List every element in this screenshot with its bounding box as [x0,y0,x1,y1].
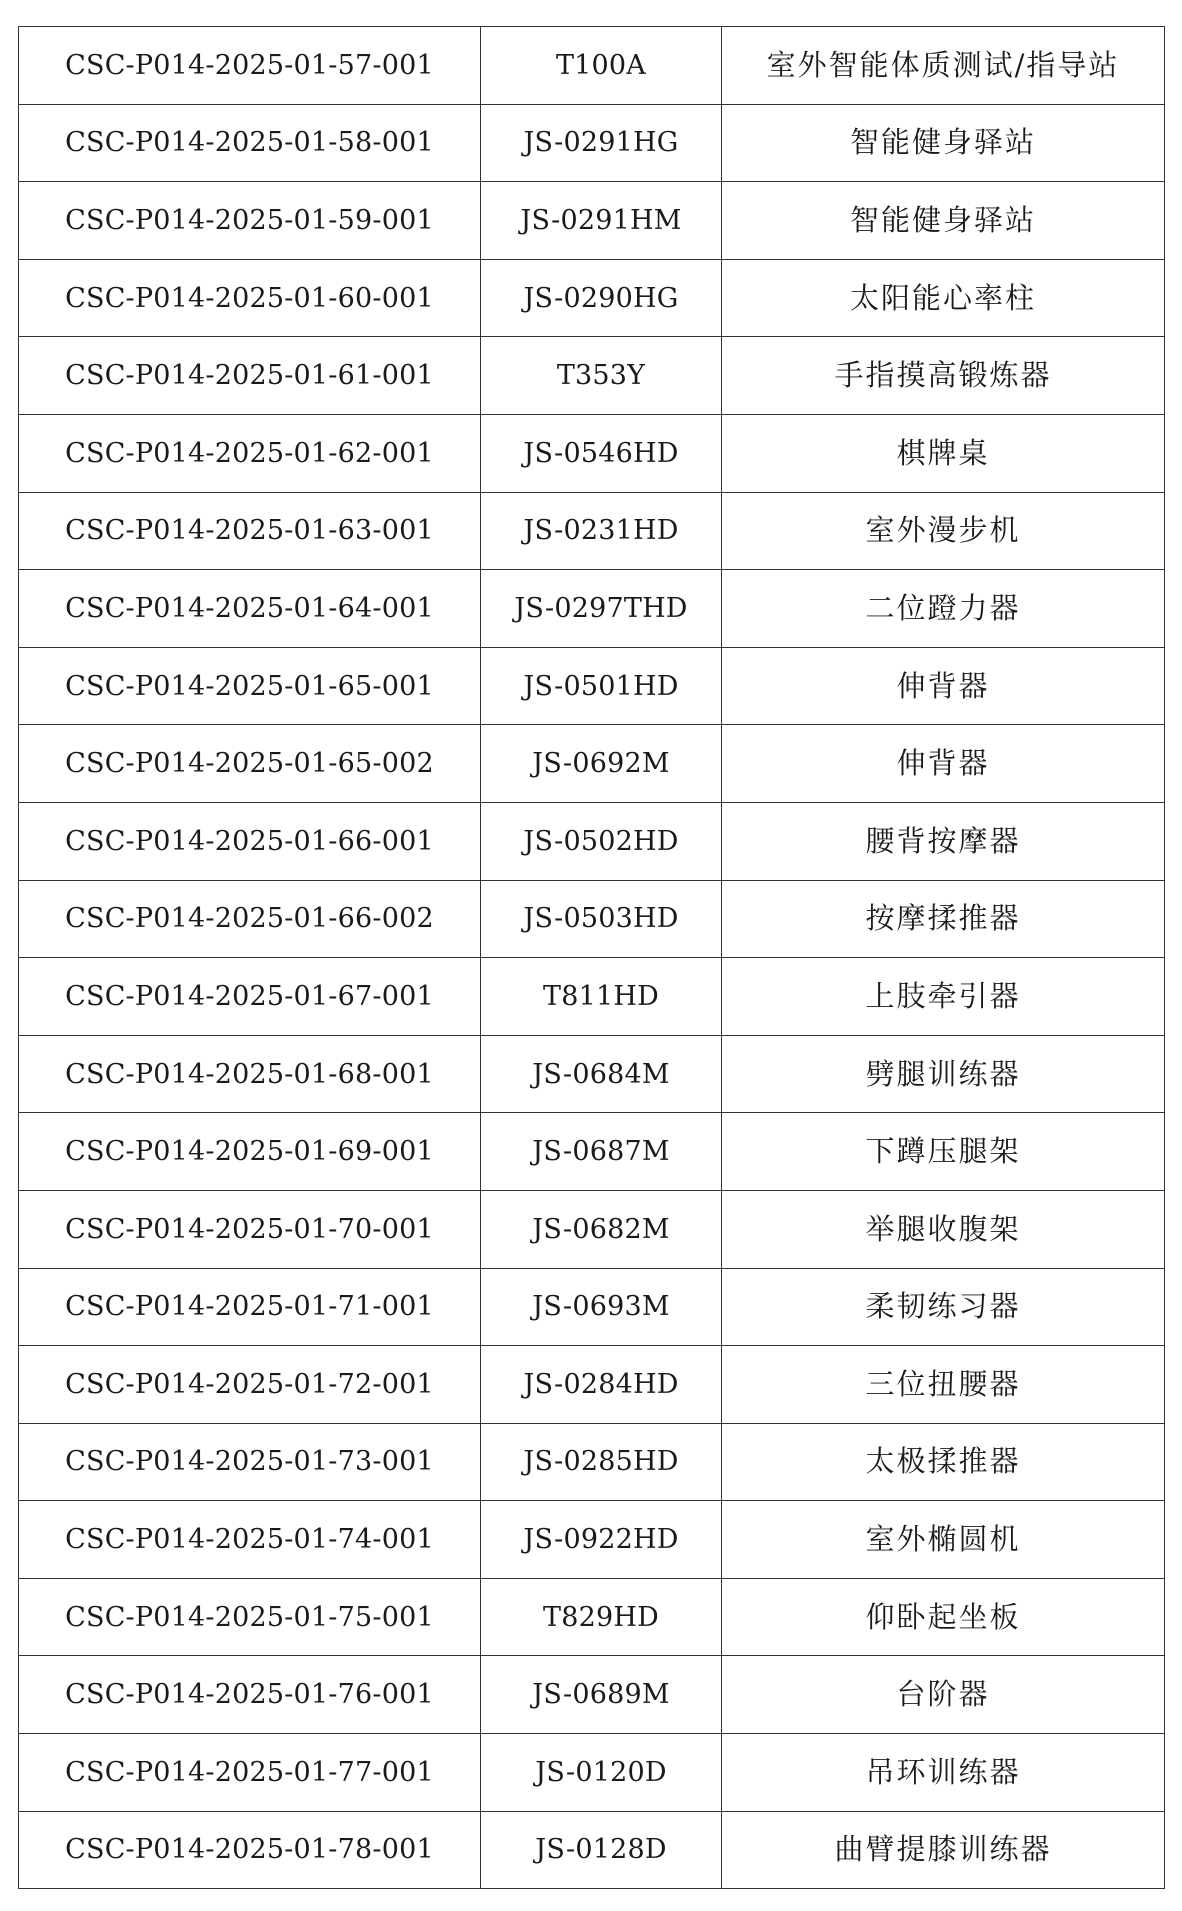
model-number-cell: JS-0682M [481,1190,722,1268]
model-number-cell: T811HD [481,958,722,1036]
certificate-code-cell: CSC-P014-2025-01-70-001 [19,1190,481,1268]
product-name-cell: 柔韧练习器 [722,1268,1165,1346]
model-number-cell: JS-0285HD [481,1423,722,1501]
certificate-code-cell: CSC-P014-2025-01-76-001 [19,1656,481,1734]
product-name-cell: 下蹲压腿架 [722,1113,1165,1191]
table-row [19,414,1165,492]
table-row [19,1423,1165,1501]
table-row [19,1578,1165,1656]
model-number-cell: JS-0501HD [481,647,722,725]
product-name-cell: 室外漫步机 [722,492,1165,570]
table-row [19,570,1165,648]
table-row [19,1734,1165,1812]
model-number-cell: JS-0693M [481,1268,722,1346]
product-name-cell: 智能健身驿站 [722,104,1165,182]
certificate-code-cell: CSC-P014-2025-01-69-001 [19,1113,481,1191]
table-row [19,880,1165,958]
table-row [19,1035,1165,1113]
certificate-code-cell: CSC-P014-2025-01-58-001 [19,104,481,182]
product-name-cell: 按摩揉推器 [722,880,1165,958]
certificate-code-cell: CSC-P014-2025-01-63-001 [19,492,481,570]
model-number-cell: T100A [481,27,722,105]
product-name-cell: 室外椭圆机 [722,1501,1165,1579]
certificate-code-cell: CSC-P014-2025-01-66-001 [19,802,481,880]
model-number-cell: JS-0291HM [481,182,722,260]
model-number-cell: JS-0120D [481,1734,722,1812]
certificate-code-cell: CSC-P014-2025-01-57-001 [19,27,481,105]
table-row [19,259,1165,337]
certificate-code-cell: CSC-P014-2025-01-75-001 [19,1578,481,1656]
product-name-cell: 仰卧起坐板 [722,1578,1165,1656]
table-row [19,1811,1165,1889]
table-row [19,1501,1165,1579]
table-row [19,958,1165,1036]
product-name-cell: 吊环训练器 [722,1734,1165,1812]
certificate-code-cell: CSC-P014-2025-01-61-001 [19,337,481,415]
table-row [19,647,1165,725]
product-name-cell: 太极揉推器 [722,1423,1165,1501]
certificate-code-cell: CSC-P014-2025-01-60-001 [19,259,481,337]
model-number-cell: JS-0503HD [481,880,722,958]
model-number-cell: JS-0297THD [481,570,722,648]
certificate-code-cell: CSC-P014-2025-01-59-001 [19,182,481,260]
product-name-cell: 伸背器 [722,647,1165,725]
certificate-code-cell: CSC-P014-2025-01-68-001 [19,1035,481,1113]
table-row [19,1656,1165,1734]
product-name-cell: 腰背按摩器 [722,802,1165,880]
model-number-cell: JS-0546HD [481,414,722,492]
table-row [19,802,1165,880]
certificate-code-cell: CSC-P014-2025-01-66-002 [19,880,481,958]
table-row [19,337,1165,415]
product-name-cell: 伸背器 [722,725,1165,803]
product-name-cell: 太阳能心率柱 [722,259,1165,337]
product-name-cell: 举腿收腹架 [722,1190,1165,1268]
model-number-cell: JS-0684M [481,1035,722,1113]
product-name-cell: 智能健身驿站 [722,182,1165,260]
model-number-cell: JS-0922HD [481,1501,722,1579]
product-name-cell: 二位蹬力器 [722,570,1165,648]
certificate-code-cell: CSC-P014-2025-01-62-001 [19,414,481,492]
certificate-code-cell: CSC-P014-2025-01-78-001 [19,1811,481,1889]
table-row [19,492,1165,570]
product-name-cell: 室外智能体质测试/指导站 [722,27,1165,105]
table-row [19,1268,1165,1346]
certificate-code-cell: CSC-P014-2025-01-64-001 [19,570,481,648]
certificate-code-cell: CSC-P014-2025-01-65-001 [19,647,481,725]
certificate-code-cell: CSC-P014-2025-01-77-001 [19,1734,481,1812]
product-name-cell: 曲臂提膝训练器 [722,1811,1165,1889]
table-row [19,1190,1165,1268]
table-row [19,1113,1165,1191]
model-number-cell: JS-0284HD [481,1346,722,1424]
model-number-cell: T353Y [481,337,722,415]
certificate-code-cell: CSC-P014-2025-01-67-001 [19,958,481,1036]
product-name-cell: 手指摸高锻炼器 [722,337,1165,415]
model-number-cell: JS-0231HD [481,492,722,570]
product-name-cell: 上肢牵引器 [722,958,1165,1036]
certificate-code-cell: CSC-P014-2025-01-74-001 [19,1501,481,1579]
product-name-cell: 棋牌桌 [722,414,1165,492]
model-number-cell: JS-0687M [481,1113,722,1191]
model-number-cell: JS-0692M [481,725,722,803]
certificate-table [18,26,1165,1889]
model-number-cell: JS-0502HD [481,802,722,880]
model-number-cell: JS-0291HG [481,104,722,182]
product-name-cell: 劈腿训练器 [722,1035,1165,1113]
certificate-code-cell: CSC-P014-2025-01-73-001 [19,1423,481,1501]
product-name-cell: 三位扭腰器 [722,1346,1165,1424]
product-name-cell: 台阶器 [722,1656,1165,1734]
model-number-cell: JS-0689M [481,1656,722,1734]
table-row [19,182,1165,260]
model-number-cell: JS-0290HG [481,259,722,337]
model-number-cell: T829HD [481,1578,722,1656]
table-row [19,104,1165,182]
certificate-code-cell: CSC-P014-2025-01-71-001 [19,1268,481,1346]
table-row [19,27,1165,105]
table-row [19,1346,1165,1424]
certificate-code-cell: CSC-P014-2025-01-72-001 [19,1346,481,1424]
table-row [19,725,1165,803]
model-number-cell: JS-0128D [481,1811,722,1889]
certificate-code-cell: CSC-P014-2025-01-65-002 [19,725,481,803]
